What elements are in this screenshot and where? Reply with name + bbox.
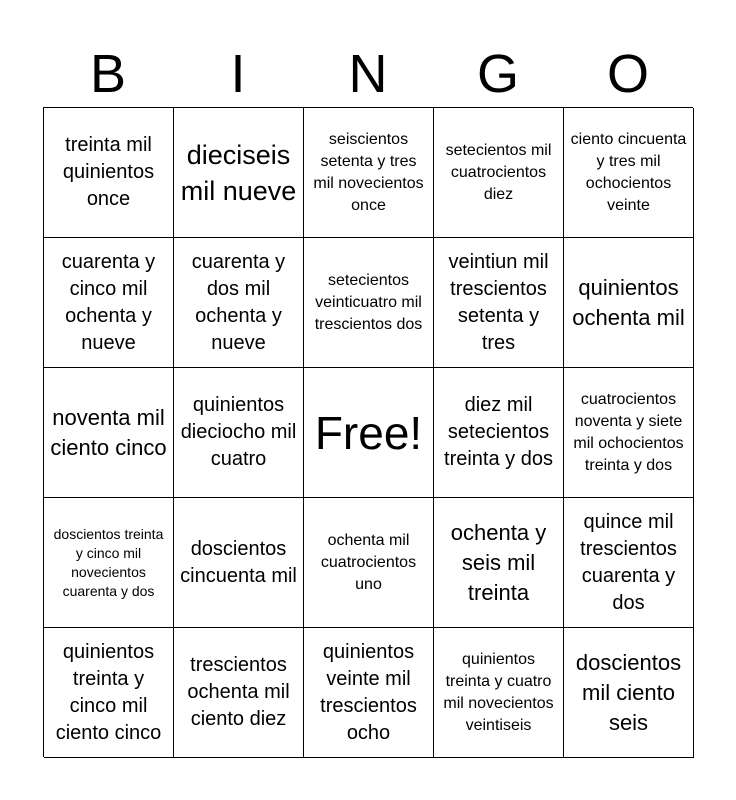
bingo-cell[interactable] <box>564 108 694 238</box>
cell-text: veintiun mil trescientos setenta y tres <box>448 250 549 354</box>
cell-text: trescientos ochenta mil ciento diez <box>187 654 290 730</box>
cell-text: doscientos mil ciento seis <box>575 649 682 735</box>
bingo-cell[interactable] <box>434 628 564 758</box>
cell-text: quinientos ochenta mil <box>572 274 685 330</box>
cell-text: doscientos treinta y cinco mil novecientos cuarenta y dos <box>53 525 164 599</box>
cell-text: ochenta mil cuatrocientos uno <box>320 531 417 593</box>
cell-text: quinientos veinte mil trescientos ocho <box>320 640 417 744</box>
cell-text: noventa mil ciento cinco <box>50 404 167 460</box>
bingo-cell[interactable] <box>44 238 174 368</box>
header-letter-o: O <box>606 44 649 104</box>
bingo-cell[interactable] <box>174 628 304 758</box>
bingo-cell[interactable] <box>44 108 174 238</box>
bingo-cell[interactable] <box>434 368 564 498</box>
bingo-cell[interactable] <box>564 368 694 498</box>
bingo-cell[interactable] <box>564 498 694 628</box>
bingo-cell[interactable] <box>434 498 564 628</box>
cell-text: diez mil setecientos treinta y dos <box>444 394 553 470</box>
bingo-cell[interactable] <box>304 108 434 238</box>
bingo-board <box>43 107 693 757</box>
bingo-cell[interactable] <box>304 498 434 628</box>
cell-text: ochenta y seis mil treinta <box>450 519 547 605</box>
bingo-cell[interactable] <box>304 238 434 368</box>
cell-text: quinientos treinta y cuatro mil novecientos veintiseis <box>443 650 554 734</box>
bingo-cell[interactable] <box>174 498 304 628</box>
bingo-cell[interactable] <box>304 628 434 758</box>
free-space[interactable] <box>304 368 434 498</box>
cell-text: quinientos treinta y cinco mil ciento cinco <box>55 640 162 744</box>
cell-text: ciento cincuenta y tres mil ochocientos veinte <box>570 130 687 214</box>
header-letter-i: I <box>230 44 246 104</box>
cell-text: setecientos veinticuatro mil trescientos dos <box>314 271 423 333</box>
header-letter-g: G <box>476 44 519 104</box>
header-letter-n: N <box>348 44 388 104</box>
header-letter-b: B <box>89 44 127 104</box>
bingo-cell[interactable] <box>434 108 564 238</box>
bingo-cell[interactable] <box>434 238 564 368</box>
cell-text: dieciseis mil nueve <box>180 139 297 206</box>
cell-text: setecientos mil cuatrocientos diez <box>445 141 552 203</box>
cell-text: quinientos dieciocho mil cuatro <box>180 394 297 470</box>
bingo-cell[interactable] <box>564 238 694 368</box>
bingo-header <box>43 40 693 108</box>
cell-text: quince mil trescientos cuarenta y dos <box>580 510 677 614</box>
bingo-cell[interactable] <box>174 368 304 498</box>
cell-text: cuarenta y cinco mil ochenta y nueve <box>61 250 156 354</box>
bingo-cell[interactable] <box>44 498 174 628</box>
cell-text: doscientos cincuenta mil <box>180 537 297 587</box>
bingo-cell[interactable] <box>174 108 304 238</box>
bingo-cell[interactable] <box>174 238 304 368</box>
cell-text: cuatrocientos noventa y siete mil ochocientos treinta y dos <box>573 390 684 474</box>
cell-text: treinta mil quinientos once <box>62 134 155 210</box>
free-space-text: Free! <box>314 406 423 459</box>
bingo-cell[interactable] <box>44 368 174 498</box>
cell-text: cuarenta y dos mil ochenta y nueve <box>191 250 286 354</box>
cell-text: seiscientos setenta y tres mil novecientos once <box>313 130 424 214</box>
bingo-cell[interactable] <box>564 628 694 758</box>
bingo-cell[interactable] <box>44 628 174 758</box>
